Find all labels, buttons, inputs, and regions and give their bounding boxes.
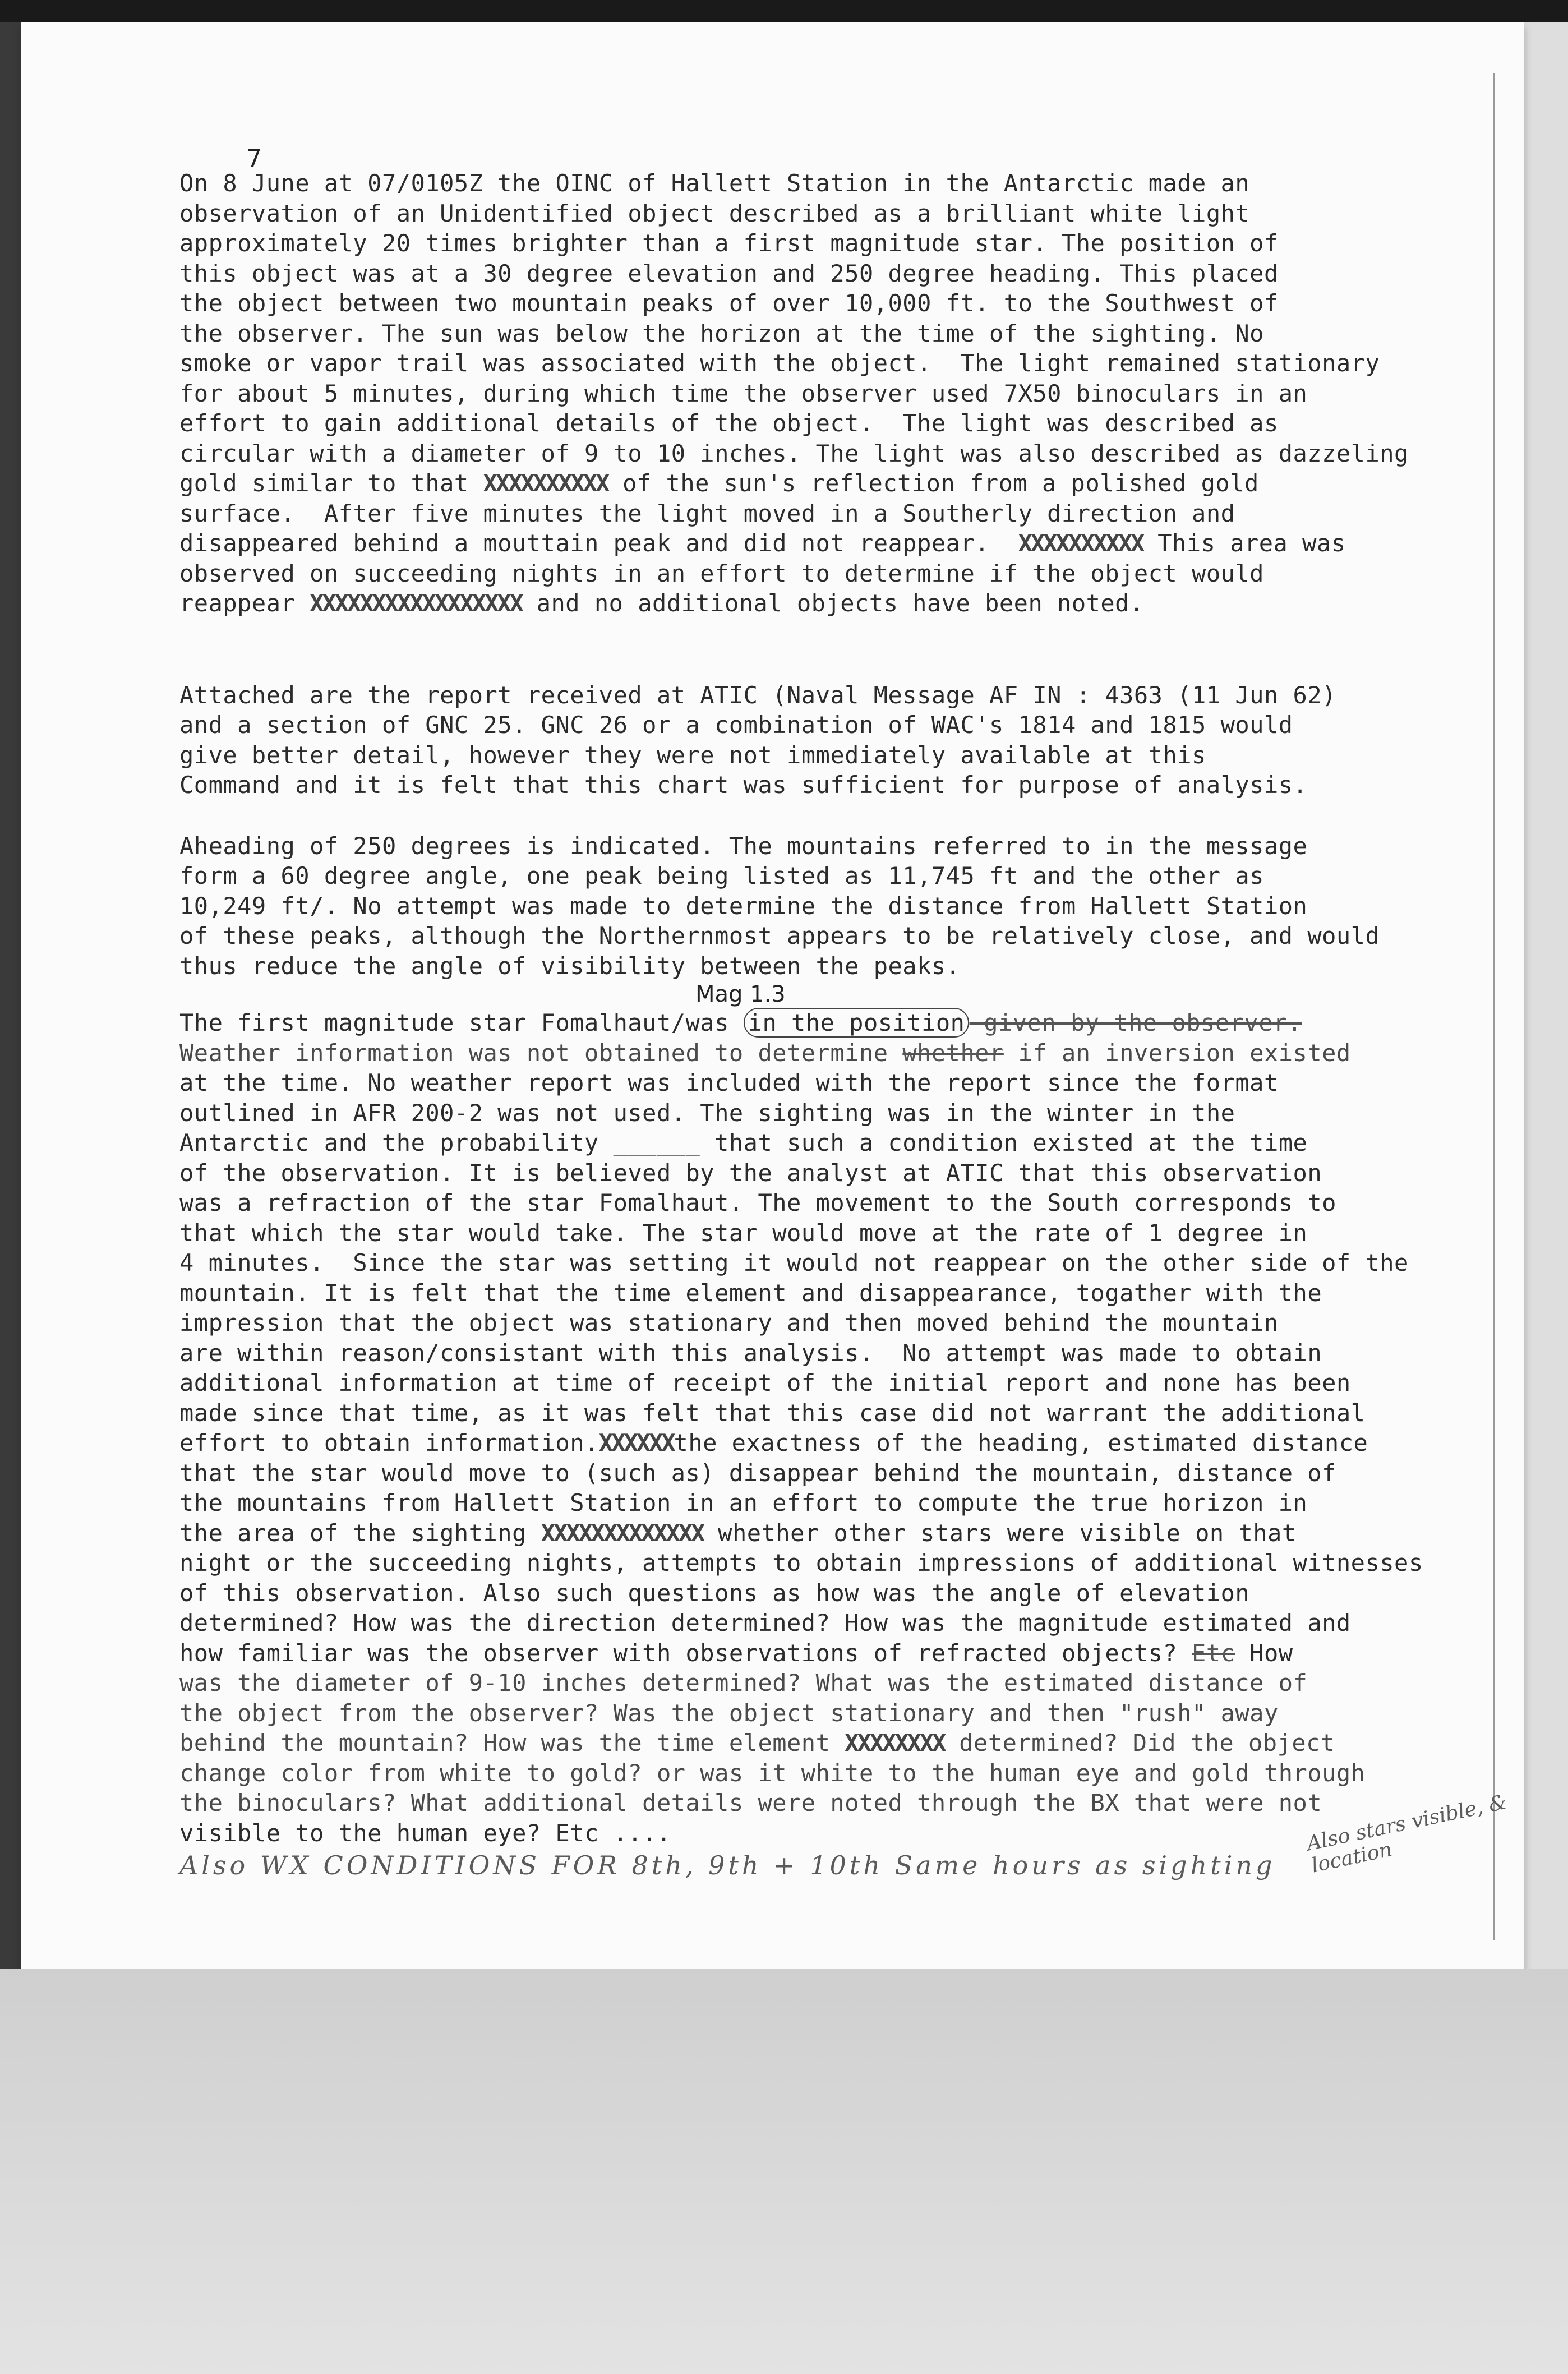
paragraph-3 — [179, 831, 1497, 981]
page-number: 7 — [247, 145, 262, 173]
text-segment: if an inversion existed — [1003, 1039, 1351, 1067]
text-line: of these peaks, although the Northernmost appears to be relatively close, and would — [179, 922, 1380, 949]
text-line: 10,249 ft/. No attempt was made to determine the distance from Hallett Station — [179, 892, 1308, 920]
document-body — [179, 146, 1497, 1880]
text-segment: Weather information was not obtained to determine — [179, 1039, 903, 1067]
typed-strikeout: XXXXXX — [598, 1429, 674, 1456]
text-segment: and no additional objects have been noted. — [522, 589, 1144, 617]
text-line: change color from white to gold? or was it white to the human eye and gold through — [179, 1759, 1366, 1787]
text-line: On 8 June at 07/0105Z the OINC of Hallett Station in the Antarctic made an — [179, 169, 1250, 197]
text-line: form a 60 degree angle, one peak being listed as 11,745 ft and the other as — [179, 862, 1264, 889]
text-line — [179, 1638, 1497, 1668]
text-line: Command and it is felt that this chart was sufficient for purpose of analysis. — [179, 771, 1308, 799]
scan-top-border — [0, 0, 1568, 22]
text-line: approximately 20 times brighter than a first magnitude star. The position of — [179, 229, 1279, 257]
scan-left-edge — [0, 22, 21, 1974]
text-line: of this observation. Also such questions as how was the angle of elevation — [179, 1579, 1250, 1607]
text-line: this object was at a 30 degree elevation and 250 degree heading. This placed — [179, 259, 1279, 287]
text-line — [179, 468, 1497, 499]
text-line — [179, 1038, 1497, 1068]
text-line: circular with a diameter of 9 to 10 inches. The light was also described as dazzeling — [179, 439, 1409, 467]
text-line: the object between two mountain peaks of over 10,000 ft. to the Southwest of — [179, 289, 1279, 317]
struck-text: whether — [902, 1039, 1004, 1067]
text-segment: This area was — [1143, 529, 1346, 557]
text-line: the binoculars? What additional details were noted through the BX that were not — [179, 1789, 1322, 1817]
typed-strikeout: XXXXXXXXXX — [483, 469, 608, 497]
text-line: that which the star would take. The star would move at the rate of 1 degree in — [179, 1219, 1308, 1247]
text-line: the mountains from Hallett Station in an effort to compute the true horizon in — [179, 1489, 1308, 1516]
text-line — [179, 1518, 1497, 1548]
paragraph-2 — [179, 680, 1497, 800]
text-segment: How — [1235, 1639, 1293, 1667]
text-line: that the star would move to (such as) disappear behind the mountain, distance of — [179, 1459, 1336, 1487]
text-segment: how familiar was the observer with observations of refracted objects? — [179, 1639, 1192, 1667]
text-line — [179, 588, 1497, 619]
text-line — [179, 528, 1497, 559]
handwritten-insert: Mag 1.3 — [695, 981, 786, 1007]
text-line: observation of an Unidentified object described as a brilliant white light — [179, 199, 1250, 227]
handwritten-margin-note: Also stars visible, & location — [1304, 1790, 1509, 1878]
text-line: impression that the object was stationary and then moved behind the mountain — [179, 1309, 1279, 1336]
text-line: the observer. The sun was below the horizon at the time of the sighting. No — [179, 319, 1264, 347]
text-line: visible to the human eye? Etc .... — [179, 1819, 671, 1847]
text-segment: the area of the sighting — [179, 1519, 541, 1547]
typed-strikeout: XXXXXXXXXXXXX — [541, 1519, 704, 1547]
text-line: are within reason/consistant with this analysis. No attempt was made to obtain — [179, 1339, 1322, 1367]
text-line: at the time. No weather report was included with the report since the format — [179, 1069, 1279, 1096]
text-line: Antarctic and the probability ______ that such a condition existed at the time — [179, 1129, 1308, 1156]
struck-text: Etc — [1192, 1639, 1235, 1667]
text-line: mountain. It is felt that the time element and disappearance, togather with the — [179, 1279, 1322, 1307]
text-line: and a section of GNC 25. GNC 26 or a combination of WAC's 1814 and 1815 would — [179, 711, 1293, 739]
paragraph-4 — [179, 1008, 1497, 1848]
typed-strikeout: XXXXXXXXXX — [1018, 529, 1143, 557]
text-line: made since that time, as it was felt that this case did not warrant the additional — [179, 1399, 1366, 1427]
text-line: of the observation. It is believed by the analyst at ATIC that this observation — [179, 1159, 1322, 1187]
text-line: was the diameter of 9-10 inches determined? What was the estimated distance of — [179, 1669, 1308, 1697]
scan-background — [0, 1969, 1568, 2374]
text-line — [179, 1728, 1497, 1758]
text-line: night or the succeeding nights, attempts to obtain impressions of additional witnesses — [179, 1549, 1423, 1576]
text-line: smoke or vapor trail was associated with the object. The light remained stationary — [179, 349, 1380, 377]
text-line — [179, 1008, 1497, 1038]
text-line: determined? How was the direction determined? How was the magnitude estimated and — [179, 1609, 1351, 1637]
text-line: observed on succeeding nights in an effort to determine if the object would — [179, 559, 1264, 587]
text-segment: behind the mountain? How was the time element — [179, 1729, 845, 1757]
text-line: effort to gain additional details of the object. The light was described as — [179, 409, 1279, 437]
text-segment: reappear — [179, 589, 310, 617]
circled-text: in the position — [744, 1008, 970, 1038]
handwritten-note: Also WX CONDITIONS FOR 8th, 9th + 10th Same hours as sighting — [179, 1850, 1276, 1880]
text-segment: the exactness of the heading, estimated distance — [674, 1429, 1368, 1456]
typed-strikeout: XXXXXXXXXXXXXXXXX — [310, 589, 522, 617]
text-line: for about 5 minutes, during which time the observer used 7X50 binoculars in an — [179, 379, 1308, 407]
struck-text: given by the observer. — [969, 1009, 1302, 1036]
text-segment: disappeared behind a mouttain peak and did not reappear. — [179, 529, 1018, 557]
text-segment: The first magnitude star Fomalhaut/was — [179, 1009, 744, 1036]
text-segment: of the sun's reflection from a polished gold — [608, 469, 1259, 497]
text-line: the object from the observer? Was the object stationary and then "rush" away — [179, 1699, 1279, 1727]
text-line: give better detail, however they were not immediately available at this — [179, 741, 1206, 769]
typed-strikeout: XXXXXXXX — [845, 1729, 945, 1757]
text-line: Attached are the report received at ATIC (Naval Message AF IN : 4363 (11 Jun 62) — [179, 681, 1336, 709]
paragraph-1 — [179, 168, 1497, 619]
paragraph-spacer — [179, 619, 1497, 680]
text-line — [179, 1428, 1497, 1458]
text-line: was a refraction of the star Fomalhaut. The movement to the South corresponds to — [179, 1189, 1336, 1216]
text-segment: determined? Did the object — [944, 1729, 1335, 1757]
text-segment: effort to obtain information. — [179, 1429, 599, 1456]
text-line: Aheading of 250 degrees is indicated. The mountains referred to in the message — [179, 832, 1308, 860]
text-line: surface. After five minutes the light moved in a Southerly direction and — [179, 499, 1235, 527]
text-line: outlined in AFR 200-2 was not used. The sighting was in the winter in the — [179, 1099, 1235, 1127]
text-line: additional information at time of receipt of the initial report and none has been — [179, 1369, 1351, 1396]
text-line: thus reduce the angle of visibility between the peaks. — [179, 952, 961, 980]
text-segment: whether other stars were visible on that — [703, 1519, 1297, 1547]
text-segment: gold similar to that — [179, 469, 483, 497]
text-line: 4 minutes. Since the star was setting it would not reappear on the other side of the — [179, 1249, 1409, 1276]
paragraph-spacer — [179, 800, 1497, 831]
